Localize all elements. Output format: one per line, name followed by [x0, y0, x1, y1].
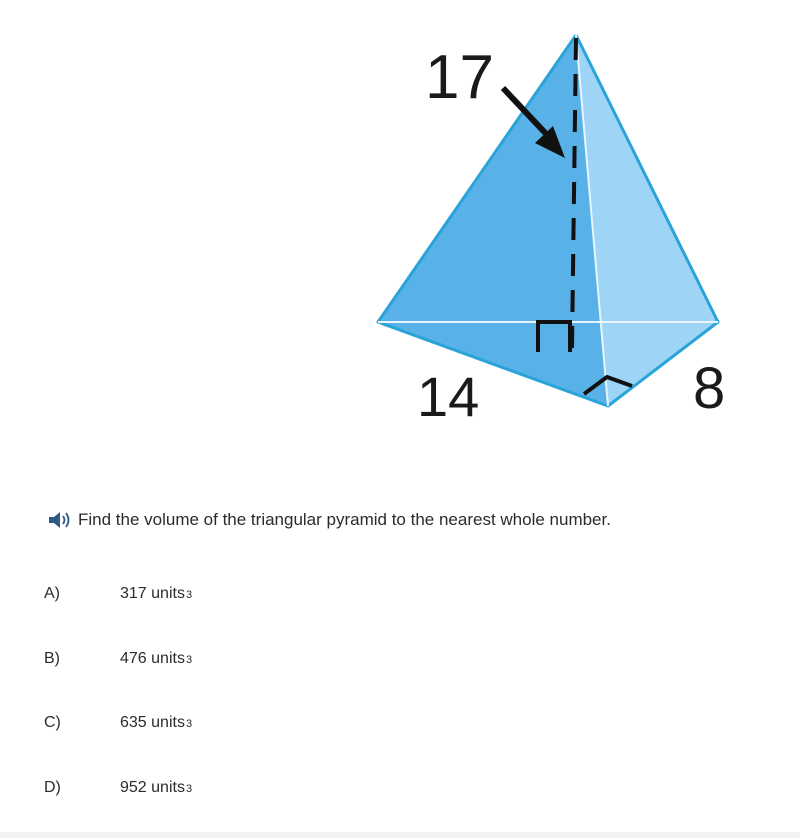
choice-c[interactable]: C) 635 units 3	[44, 714, 193, 731]
speaker-icon[interactable]	[48, 511, 72, 529]
choice-value: 952 units	[120, 779, 185, 796]
height-label: 17	[425, 43, 494, 112]
depth-label: 8	[693, 356, 726, 421]
choice-b[interactable]: B) 476 units 3	[44, 650, 193, 667]
question-row	[48, 510, 611, 530]
choice-letter: D)	[44, 779, 61, 796]
choice-d[interactable]: D) 952 units 3	[44, 779, 193, 796]
choice-value: 317 units	[120, 585, 185, 602]
footer-bar	[0, 832, 800, 838]
choice-letter: A)	[44, 585, 60, 602]
base-label: 14	[417, 365, 480, 428]
choice-letter: C)	[44, 714, 61, 731]
pyramid-figure	[375, 30, 735, 428]
choice-a[interactable]: A) 317 units 3	[44, 585, 193, 602]
choice-value: 635 units	[120, 714, 185, 731]
question-text: Find the volume of the triangular pyramid to the nearest whole number.	[78, 510, 611, 529]
choice-value: 476 units	[120, 650, 185, 667]
choice-letter: B)	[44, 650, 60, 667]
